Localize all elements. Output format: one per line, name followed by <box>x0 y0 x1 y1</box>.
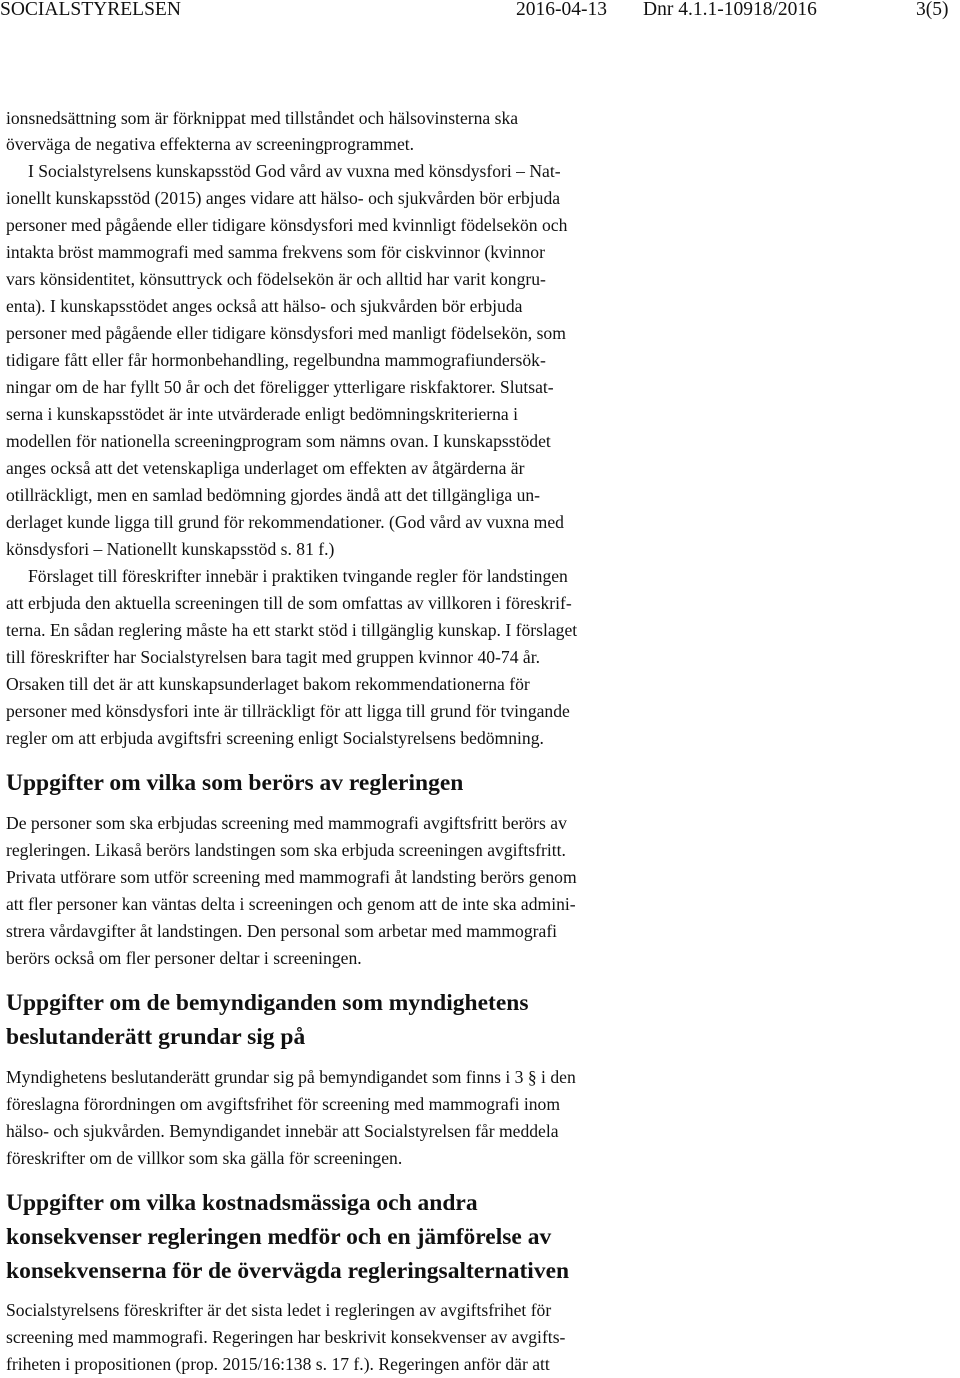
body-line: överväga de negativa effekterna av screeningprogrammet. <box>6 134 415 154</box>
body-line: föreskrifter om de villkor som ska gälla för screeningen. <box>6 1148 403 1168</box>
body-line: I Socialstyrelsens kunskapsstöd God vård av vuxna med könsdysfori – Nat- <box>28 161 561 181</box>
body-line: tidigare fått eller får hormonbehandling, regelbundna mammografiundersök- <box>6 350 546 370</box>
body-line: att fler personer kan väntas delta i screeningen och genom att de inte ska admini- <box>6 894 576 914</box>
body-line: personer med pågående eller tidigare könsdysfori med kvinnligt födelsekön och <box>6 215 568 235</box>
body-line: modellen för nationella screeningprogram som nämns ovan. I kunskapsstödet <box>6 431 551 451</box>
body-line: ionellt kunskapsstöd (2015) anges vidare att hälso- och sjukvården bör erbjuda <box>6 188 561 208</box>
body-line: till föreskrifter har Socialstyrelsen bara tagit med gruppen kvinnor 40-74 år. <box>6 647 541 667</box>
body-line: intakta bröst mammografi med samma frekvens som för ciskvinnor (kvinnor <box>6 242 545 262</box>
section-heading: beslutanderätt grundar sig på <box>6 1024 306 1050</box>
body-line: serna i kunskapsstödet är inte utvärderade enligt bedömningskriterierna i <box>6 404 519 424</box>
body-line: personer med könsdysfori inte är tillräckligt för att ligga till grund för tvingande <box>6 701 570 721</box>
header-page-number: 3(5) <box>916 0 949 20</box>
body-line: anges också att det vetenskapliga underlaget om effekten av åtgärderna är <box>6 458 525 478</box>
body-line: otillräckligt, men en samlad bedömning gjordes ändå att det tillgängliga un- <box>6 485 541 505</box>
body-line: strera vårdavgifter åt landstingen. Den personal som arbetar med mammografi <box>6 921 558 941</box>
body-line: att erbjuda den aktuella screeningen till de som omfattas av villkoren i föreskrif- <box>6 593 572 613</box>
header-dnr: Dnr 4.1.1-10918/2016 <box>643 0 817 20</box>
body-line: ningar om de har fyllt 50 år och det föreligger ytterligare riskfaktorer. Slutsat- <box>6 377 554 397</box>
body-line: personer med pågående eller tidigare könsdysfori med manligt födelsekön, som <box>6 323 566 343</box>
section-heading: konsekvenserna för de övervägda regleringsalternativen <box>6 1258 570 1284</box>
body-line: Privata utförare som utför screening med mammografi åt landsting berörs genom <box>6 867 577 887</box>
body-line: könsdysfori – Nationellt kunskapsstöd s. 81 f.) <box>6 539 335 559</box>
header-date: 2016-04-13 <box>516 0 607 20</box>
section-heading: Uppgifter om vilka som berörs av regleringen <box>6 770 464 796</box>
body-line: Orsaken till det är att kunskapsunderlaget bakom rekommendationerna för <box>6 674 530 694</box>
body-line: terna. En sådan reglering måste ha ett starkt stöd i tillgänglig kunskap. I förslaget <box>6 620 578 640</box>
body-line: berörs också om fler personer deltar i screeningen. <box>6 948 362 968</box>
body-line: föreslagna förordningen om avgiftsfrihet för screening med mammografi inom <box>6 1094 561 1114</box>
page-header <box>0 0 960 26</box>
body-line: regler om att erbjuda avgiftsfri screening enligt Socialstyrelsens bedömning. <box>6 728 544 748</box>
section-heading: Uppgifter om vilka kostnadsmässiga och andra <box>6 1190 478 1216</box>
body-line: Socialstyrelsens föreskrifter är det sista ledet i regleringen av avgiftsfrihet för <box>6 1300 552 1320</box>
body-line: vars könsidentitet, könsuttryck och födelsekön är och alltid har varit kongru- <box>6 269 546 289</box>
body-line: screening med mammografi. Regeringen har beskrivit konsekvenser av avgifts- <box>6 1327 566 1347</box>
section-heading: konsekvenser regleringen medför och en jämförelse av <box>6 1224 552 1250</box>
body-line: ionsnedsättning som är förknippat med tillståndet och hälsovinsterna ska <box>6 108 519 128</box>
body-line: regleringen. Likaså berörs landstingen som ska erbjuda screeningen avgiftsfritt. <box>6 840 566 860</box>
section-heading: Uppgifter om de bemyndiganden som myndighetens <box>6 990 529 1016</box>
body-line: Myndighetens beslutanderätt grundar sig på bemyndigandet som finns i 3 § i den <box>6 1067 576 1087</box>
body-line: derlaget kunde ligga till grund för rekommendationer. (God vård av vuxna med <box>6 512 564 532</box>
body-line: hälso- och sjukvården. Bemyndigandet innebär att Socialstyrelsen får meddela <box>6 1121 559 1141</box>
body-line: De personer som ska erbjudas screening med mammografi avgiftsfritt berörs av <box>6 813 567 833</box>
body-line: friheten i propositionen (prop. 2015/16:138 s. 17 f.). Regeringen anför där att <box>6 1354 550 1374</box>
body-line: Förslaget till föreskrifter innebär i praktiken tvingande regler för landstingen <box>28 566 568 586</box>
header-agency: SOCIALSTYRELSEN <box>0 0 181 20</box>
body-line: enta). I kunskapsstödet anges också att hälso- och sjukvården bör erbjuda <box>6 296 523 316</box>
